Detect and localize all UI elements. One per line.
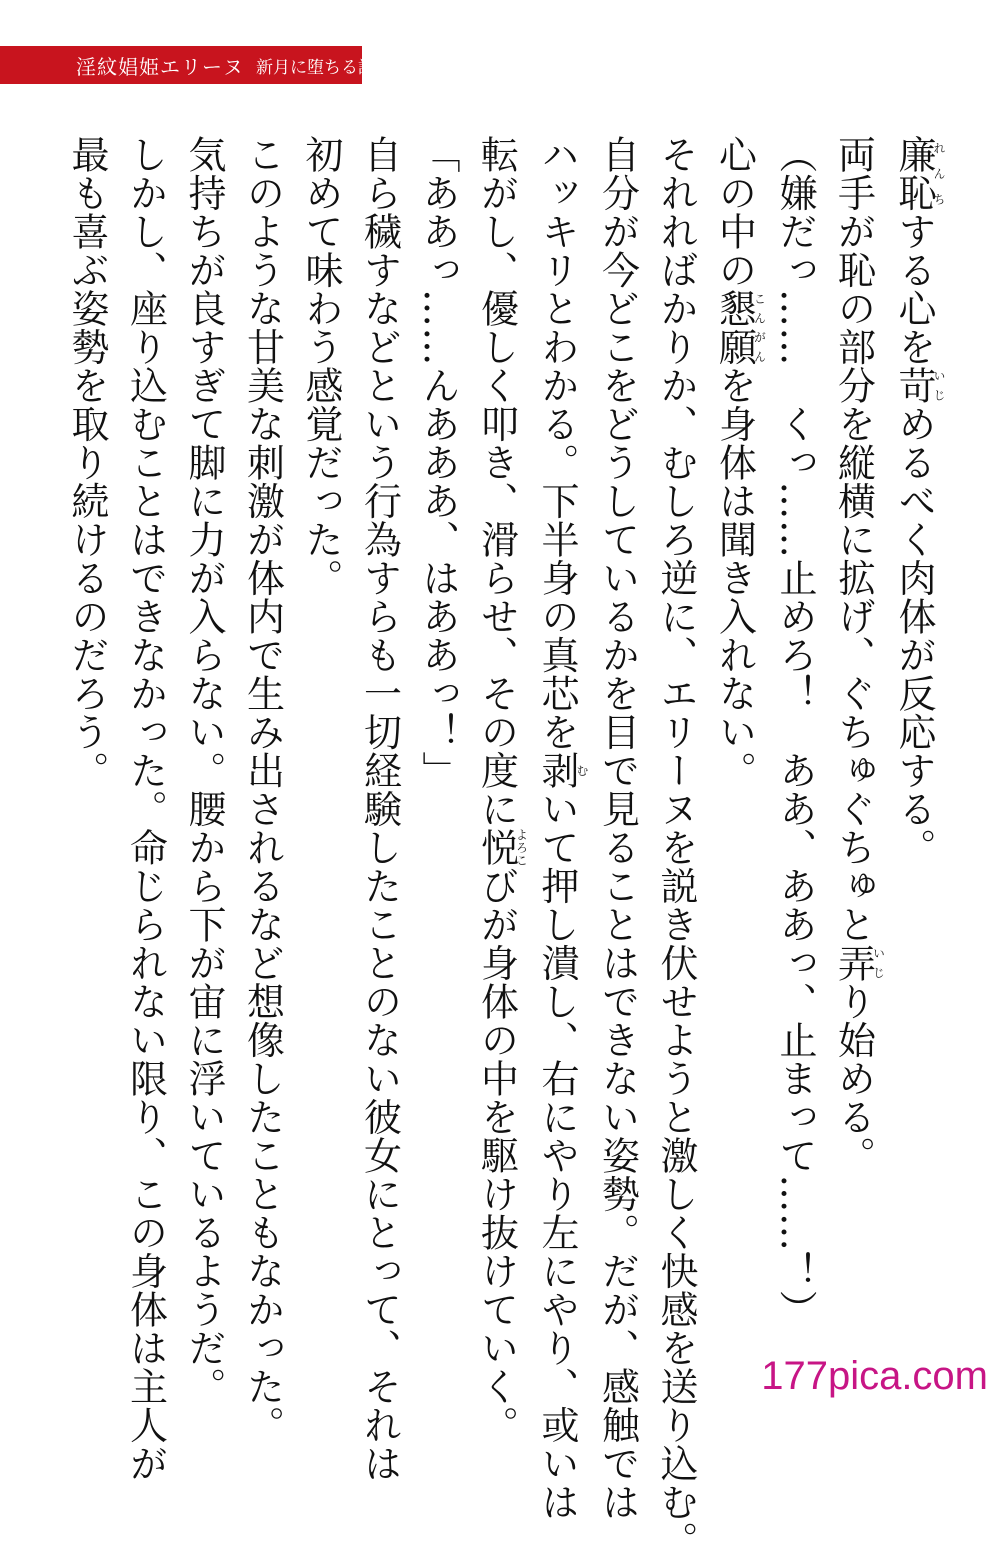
ruby-word bbox=[892, 366, 946, 405]
text-segment: する心を bbox=[892, 212, 936, 366]
text-line bbox=[350, 135, 409, 1483]
ruby-reading: こんがん bbox=[752, 289, 767, 366]
text-segment: しかし、座り込むことはできなかった。命じられない限り、この身体は主人が bbox=[123, 135, 168, 1483]
ruby-reading: む bbox=[575, 751, 589, 790]
text-line bbox=[647, 135, 706, 1560]
ruby-reading: いじ bbox=[932, 366, 946, 405]
text-segment: 最も喜ぶ姿勢を取り続けるのだろう。 bbox=[65, 135, 109, 790]
text-line bbox=[588, 135, 647, 1521]
ruby-base: 剥 bbox=[535, 751, 579, 790]
ruby-base: 弄 bbox=[831, 943, 876, 982]
ruby-reading: よろこ bbox=[514, 828, 529, 867]
site-watermark: 177pica.com bbox=[761, 1354, 988, 1398]
ruby-base: 懇願 bbox=[712, 289, 757, 366]
text-line bbox=[292, 135, 351, 1350]
text-segment: いて押し潰し、右にやり左にやり、或いは bbox=[535, 789, 579, 1521]
ruby-word bbox=[474, 828, 529, 867]
text-line bbox=[528, 135, 589, 1521]
text-line bbox=[766, 135, 825, 1350]
text-line bbox=[116, 135, 175, 1483]
text-segment: り始める。 bbox=[831, 982, 876, 1175]
ruby-base: 苛 bbox=[892, 366, 936, 405]
text-line bbox=[467, 135, 529, 1444]
ruby-word bbox=[831, 943, 886, 983]
text-segment: びが身体の中を駆け抜けていく。 bbox=[474, 866, 519, 1444]
ruby-base: 悦 bbox=[474, 828, 519, 867]
text-segment: それればかりか、むしろ逆に、エリーヌを説き伏せようと激しく快感を送り込む。 bbox=[654, 135, 698, 1560]
text-segment: 初めて味わう感覚だった。 bbox=[299, 135, 343, 597]
text-line bbox=[58, 135, 117, 1350]
text-line bbox=[175, 135, 234, 1406]
text-segment: （嫌だっ…… くっ……止めろ！ ああ、ああっ、止まって……！） bbox=[773, 135, 817, 1329]
text-segment: 気持ちが良すぎて脚に力が入らない。腰から下が宙に浮いているようだ。 bbox=[182, 135, 226, 1406]
text-segment: 両手が恥の部分を縦横に拡げ、ぐちゅぐちゅと bbox=[831, 135, 876, 944]
text-segment: 「ああっ……んあああ、はああっ！」 bbox=[416, 135, 460, 790]
text-line bbox=[824, 135, 885, 1350]
text-segment: を身体は聞き入れない。 bbox=[712, 366, 757, 790]
ruby-reading: れんち bbox=[932, 135, 946, 212]
text-segment: このような甘美な刺激が体内で生み出されるなど想像したこともなかった。 bbox=[240, 135, 285, 1444]
text-segment: 心の中の bbox=[712, 135, 757, 289]
text-segment: 自ら穢すなどという行為すらも一切経験したことのない彼女にとって、それは bbox=[357, 135, 402, 1483]
text-line bbox=[233, 135, 292, 1444]
chapter-title: 新月に堕ちる誇り bbox=[256, 57, 392, 78]
ruby-reading: いじ bbox=[871, 943, 886, 982]
text-line bbox=[705, 135, 766, 1350]
ruby-word bbox=[535, 751, 589, 790]
ruby-word bbox=[712, 289, 767, 366]
ruby-word bbox=[892, 135, 946, 212]
header-bar bbox=[0, 46, 392, 84]
text-line bbox=[409, 135, 468, 1350]
text-segment: 転がし、優しく叩き、滑らせ、その度に bbox=[474, 135, 519, 828]
text-segment: めるべく肉体が反応する。 bbox=[892, 404, 936, 867]
text-line bbox=[885, 135, 946, 1350]
text-segment: 自分が今どこをどうしているかを目で見ることはできない姿勢。だが、感触では bbox=[595, 135, 640, 1521]
text-segment: ハッキリとわかる。下半身の真芯を bbox=[535, 135, 579, 751]
book-title: 淫紋娼姫エリーヌ bbox=[76, 54, 244, 79]
ruby-base: 廉恥 bbox=[892, 135, 936, 212]
